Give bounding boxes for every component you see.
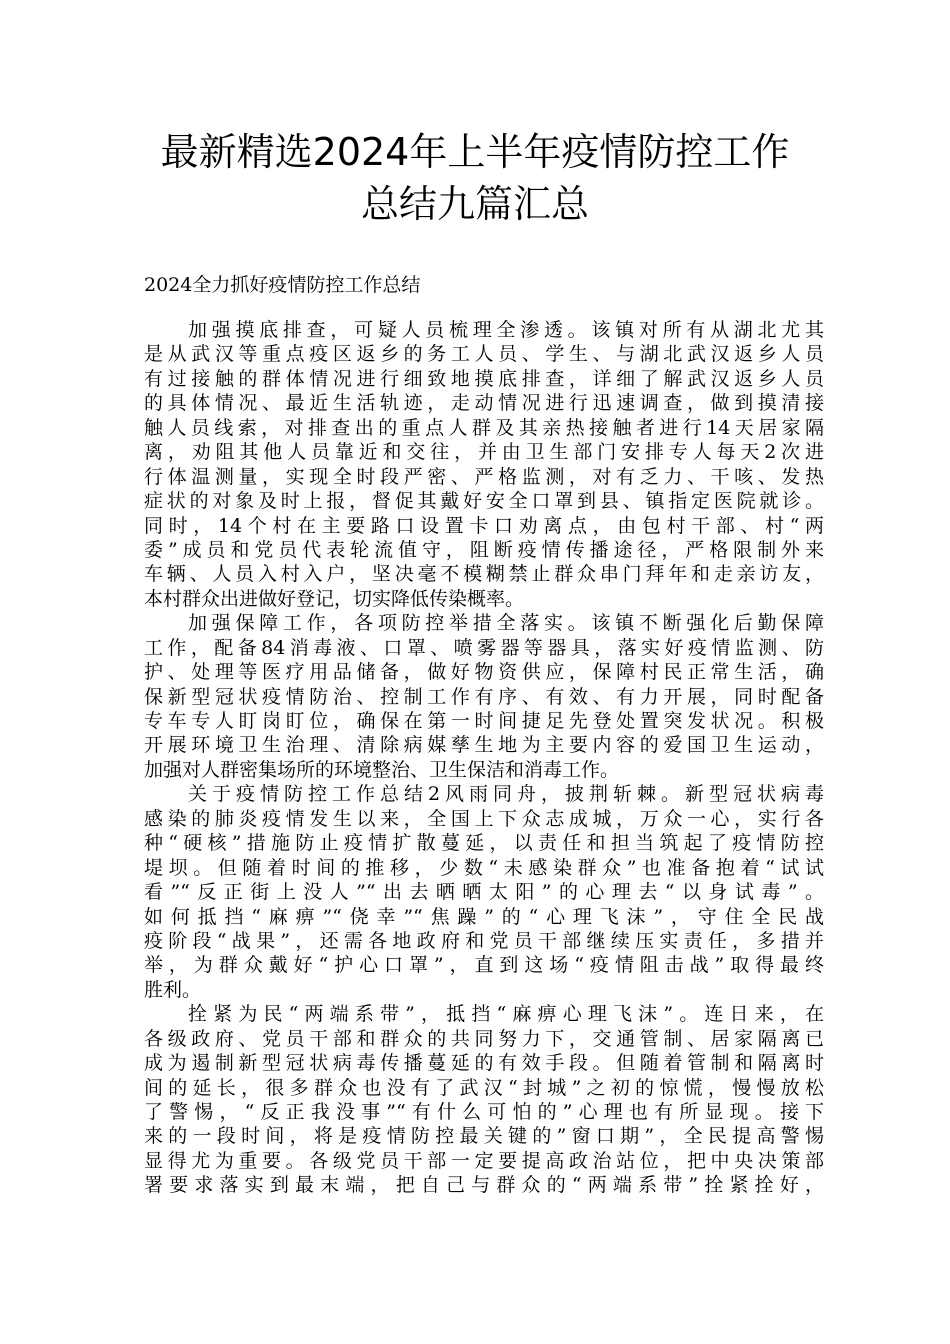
title-line: 总结九篇汇总 bbox=[360, 182, 589, 226]
body-text-line: 疫阶段“战果”，还需各地政府和党员干部继续压实责任，多措并 bbox=[144, 929, 824, 952]
title-line: 最新精选2024年上半年疫情防控工作 bbox=[160, 130, 790, 174]
body-text-line: 开展环境卫生治理、清除病媒孳生地为主要内容的爱国卫生运动， bbox=[144, 734, 824, 757]
body-text-line: 关于疫情防控工作总结2风雨同舟，披荆斩棘。新型冠状病毒 bbox=[188, 783, 824, 806]
body-text-line: 成为遏制新型冠状病毒传播蔓延的有效手段。但随着管制和隔离时 bbox=[144, 1052, 824, 1075]
body-text-line: 专车专人盯岗盯位，确保在第一时间捷足先登处置突发状况。积极 bbox=[144, 710, 824, 732]
document-title bbox=[120, 126, 830, 230]
body-text-line: 是从武汉等重点疫区返乡的务工人员、学生、与湖北武汉返乡人员 bbox=[144, 343, 824, 366]
body-text-line: 了警惕，“反正我没事”“有什么可怕的”心理也有所显现。接下 bbox=[144, 1101, 824, 1123]
body-text-line: 症状的对象及时上报，督促其戴好安全口罩到县、镇指定医院就诊。 bbox=[144, 490, 824, 513]
body-text-line: 胜利。 bbox=[144, 978, 202, 1001]
body-text-line: 离，劝阻其他人员靠近和交往，并由卫生部门安排专人每天2次进 bbox=[144, 441, 824, 464]
body-text-line: 署要求落实到最末端，把自己与群众的“两端系带”拴紧拴好， bbox=[144, 1174, 824, 1197]
body-text-line: 种“硬核”措施防止疫情扩散蔓延，以责任和担当筑起了疫情防控 bbox=[144, 832, 824, 855]
body-text-line: 各级政府、党员干部和群众的共同努力下，交通管制、居家隔离已 bbox=[144, 1027, 824, 1050]
body-text-line: 感染的肺炎疫情发生以来，全国上下众志成城，万众一心，实行各 bbox=[144, 807, 824, 830]
section-heading: 2024全力抓好疫情防控工作总结 bbox=[144, 274, 421, 296]
body-text-line: 显得尤为重要。各级党员干部一定要提高政治站位，把中央决策部 bbox=[144, 1149, 824, 1172]
body-text-line: 来的一段时间，将是疫情防控最关键的”窗口期”，全民提高警惕 bbox=[144, 1125, 824, 1148]
body-text-line: 加强保障工作，各项防控举措全落实。该镇不断强化后勤保障 bbox=[188, 612, 824, 635]
body-text-line: 行体温测量，实现全时段严密、严格监测，对有乏力、干咳、发热 bbox=[144, 465, 824, 488]
body-text-line: 车辆、人员入村入户，坚决毫不模糊禁止群众串门拜年和走亲访友， bbox=[144, 563, 824, 586]
body-text-line: 如何抵挡“麻痹”“侥幸”“焦躁”的“心理飞沫”，守住全民战 bbox=[144, 905, 824, 928]
body-text-line: 加强对人群密集场所的环境整治、卫生保洁和消毒工作。 bbox=[144, 758, 620, 781]
body-text-line: 护、处理等医疗用品储备，做好物资供应，保障村民正常生活，确 bbox=[144, 661, 824, 684]
body-text-line: 举，为群众戴好“护心口罩”，直到这场“疫情阻击战”取得最终 bbox=[144, 954, 824, 977]
body-text-line: 加强摸底排查，可疑人员梳理全渗透。该镇对所有从湖北尤其 bbox=[188, 319, 824, 341]
body-text-line: 拴紧为民“两端系带”，抵挡“麻痹心理飞沫”。连日来，在 bbox=[188, 1003, 824, 1026]
body-text-line: 间的延长，很多群众也没有了武汉“封城”之初的惊慌，慢慢放松 bbox=[144, 1076, 824, 1099]
body-text-line: 工作，配备84消毒液、口罩、喷雾器等器具，落实好疫情监测、防 bbox=[144, 636, 824, 659]
body-text-line: 看”“反正街上没人”“出去晒晒太阳”的心理去“以身试毒”。 bbox=[144, 881, 824, 904]
body-text-line: 堤坝。但随着时间的推移，少数“未感染群众”也准备抱着“试试 bbox=[144, 856, 824, 879]
body-text-line: 保新型冠状疫情防治、控制工作有序、有效、有力开展，同时配备 bbox=[144, 685, 824, 708]
body-text-line: 委”成员和党员代表轮流值守，阻断疫情传播途径，严格限制外来 bbox=[144, 538, 824, 561]
body-text-line: 的具体情况、最近生活轨迹，走动情况进行迅速调查，做到摸清接 bbox=[144, 392, 824, 415]
body-text-line: 有过接触的群体情况进行细致地摸底排查，详细了解武汉返乡人员 bbox=[144, 367, 824, 390]
body-text-line: 触人员线索，对排查出的重点人群及其亲热接触者进行14天居家隔 bbox=[144, 416, 824, 439]
body-text-line: 本村群众出进做好登记，切实降低传染概率。 bbox=[144, 587, 525, 610]
document-body bbox=[144, 318, 824, 1198]
body-text-line: 同时，14个村在主要路口设置卡口劝离点，由包村干部、村“两 bbox=[144, 514, 824, 537]
